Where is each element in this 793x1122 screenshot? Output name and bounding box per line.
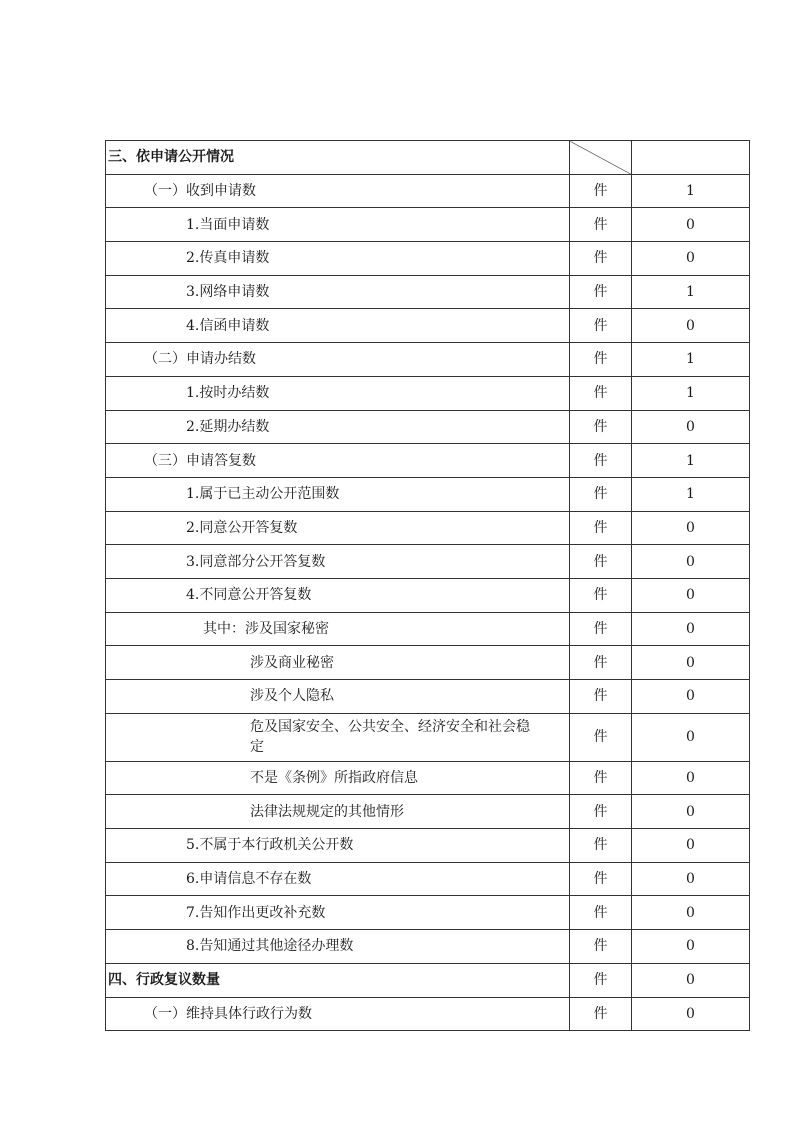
row-label-cell: （一）收到申请数 [106, 174, 570, 208]
row-label-cell: 不是《条例》所指政府信息 [106, 761, 570, 795]
row-label-cell: 6.申请信息不存在数 [106, 862, 570, 896]
row-label-cell: 危及国家安全、公共安全、经济安全和社会稳定 [106, 713, 570, 761]
count-value-cell: 0 [632, 713, 750, 761]
table-row [106, 444, 750, 478]
table-row [106, 275, 750, 309]
unit-cell: 件 [570, 242, 632, 276]
count-value-cell: 0 [632, 896, 750, 930]
count-value-cell: 1 [632, 376, 750, 410]
row-label-cell: 8.告知通过其他途径办理数 [106, 930, 570, 964]
table-row [106, 141, 750, 175]
unit-cell: 件 [570, 646, 632, 680]
table-row [106, 309, 750, 343]
row-label-cell: （二）申请办结数 [106, 343, 570, 377]
unit-cell-diagonal-slash [570, 141, 632, 175]
row-label-cell: 其中：涉及国家秘密 [106, 612, 570, 646]
count-value-cell: 0 [632, 997, 750, 1031]
unit-cell: 件 [570, 997, 632, 1031]
unit-cell: 件 [570, 578, 632, 612]
count-value-cell [632, 141, 750, 175]
table-row [106, 862, 750, 896]
count-value-cell: 0 [632, 578, 750, 612]
table-row [106, 343, 750, 377]
count-value-cell: 1 [632, 477, 750, 511]
table-row [106, 997, 750, 1031]
table-row [106, 376, 750, 410]
unit-cell: 件 [570, 376, 632, 410]
count-value-cell: 0 [632, 242, 750, 276]
unit-cell: 件 [570, 963, 632, 997]
row-label-cell: 涉及商业秘密 [106, 646, 570, 680]
count-value-cell: 0 [632, 309, 750, 343]
unit-cell: 件 [570, 511, 632, 545]
table-row [106, 963, 750, 997]
table-row [106, 174, 750, 208]
unit-cell: 件 [570, 444, 632, 478]
count-value-cell: 0 [632, 208, 750, 242]
unit-cell: 件 [570, 930, 632, 964]
row-label-cell: 2.同意公开答复数 [106, 511, 570, 545]
row-label-cell: 2.传真申请数 [106, 242, 570, 276]
unit-cell: 件 [570, 410, 632, 444]
row-label-cell: 法律法规规定的其他情形 [106, 795, 570, 829]
count-value-cell: 0 [632, 612, 750, 646]
count-value-cell: 0 [632, 410, 750, 444]
count-value-cell: 0 [632, 680, 750, 714]
row-label-cell: （一）维持具体行政行为数 [106, 997, 570, 1031]
count-value-cell: 0 [632, 963, 750, 997]
row-label-cell: （三）申请答复数 [106, 444, 570, 478]
row-label-cell: 5.不属于本行政机关公开数 [106, 829, 570, 863]
table-row [106, 612, 750, 646]
row-label-cell: 3.网络申请数 [106, 275, 570, 309]
table-row [106, 511, 750, 545]
count-value-cell: 0 [632, 795, 750, 829]
unit-cell: 件 [570, 795, 632, 829]
count-value-cell: 0 [632, 829, 750, 863]
unit-cell: 件 [570, 174, 632, 208]
table-row [106, 242, 750, 276]
unit-cell: 件 [570, 680, 632, 714]
row-label-cell: 2.延期办结数 [106, 410, 570, 444]
table-row [106, 930, 750, 964]
table-row [106, 795, 750, 829]
section-heading-cell: 三、依申请公开情况 [106, 141, 570, 175]
table-row [106, 713, 750, 761]
table-row [106, 410, 750, 444]
unit-cell: 件 [570, 545, 632, 579]
unit-cell: 件 [570, 713, 632, 761]
unit-cell: 件 [570, 612, 632, 646]
stats-table-body [106, 141, 750, 1031]
table-row [106, 477, 750, 511]
unit-cell: 件 [570, 862, 632, 896]
count-value-cell: 0 [632, 545, 750, 579]
count-value-cell: 1 [632, 275, 750, 309]
unit-cell: 件 [570, 829, 632, 863]
table-row [106, 896, 750, 930]
unit-cell: 件 [570, 896, 632, 930]
count-value-cell: 0 [632, 646, 750, 680]
count-value-cell: 0 [632, 761, 750, 795]
count-value-cell: 0 [632, 511, 750, 545]
unit-cell: 件 [570, 761, 632, 795]
count-value-cell: 1 [632, 444, 750, 478]
count-value-cell: 1 [632, 343, 750, 377]
table-row [106, 208, 750, 242]
table-row [106, 761, 750, 795]
table-row [106, 680, 750, 714]
count-value-cell: 1 [632, 174, 750, 208]
count-value-cell: 0 [632, 862, 750, 896]
unit-cell: 件 [570, 208, 632, 242]
table-row [106, 545, 750, 579]
unit-cell: 件 [570, 343, 632, 377]
count-value-cell: 0 [632, 930, 750, 964]
row-label-cell: 1.属于已主动公开范围数 [106, 477, 570, 511]
row-label-cell: 7.告知作出更改补充数 [106, 896, 570, 930]
row-label-cell: 4.信函申请数 [106, 309, 570, 343]
section-heading-cell: 四、行政复议数量 [106, 963, 570, 997]
row-label-cell: 1.当面申请数 [106, 208, 570, 242]
unit-cell: 件 [570, 477, 632, 511]
table-row [106, 646, 750, 680]
info-disclosure-stats-table [105, 140, 750, 1031]
unit-cell: 件 [570, 275, 632, 309]
row-label-cell: 4.不同意公开答复数 [106, 578, 570, 612]
unit-cell: 件 [570, 309, 632, 343]
table-row [106, 578, 750, 612]
row-label-cell: 3.同意部分公开答复数 [106, 545, 570, 579]
row-label-cell: 1.按时办结数 [106, 376, 570, 410]
row-label-cell: 涉及个人隐私 [106, 680, 570, 714]
table-row [106, 829, 750, 863]
